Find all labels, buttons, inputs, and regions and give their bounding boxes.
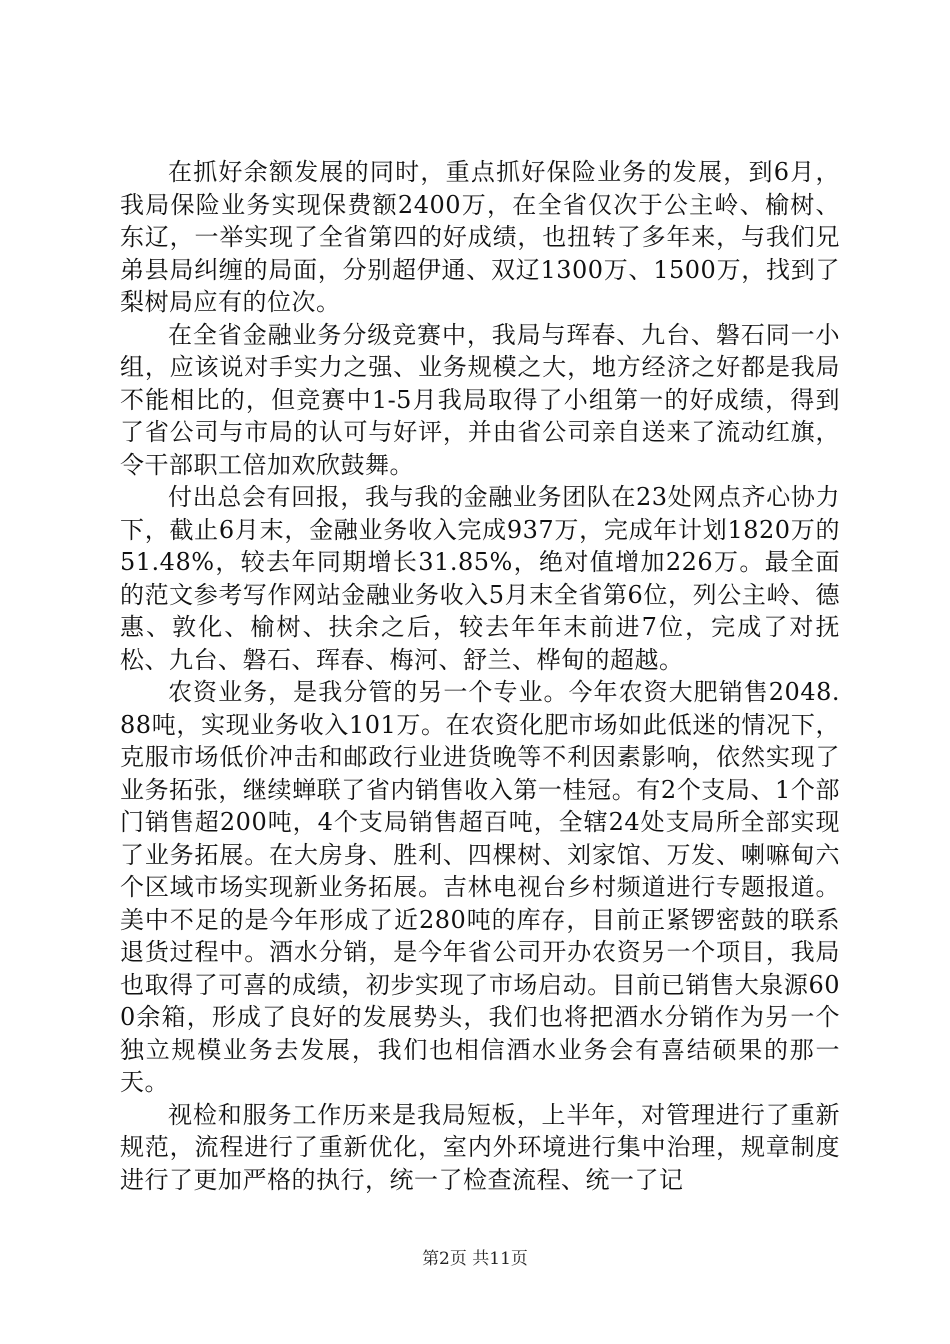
page-number-footer: 第2页 共11页 <box>422 1249 528 1269</box>
paragraph-insurance: 在抓好余额发展的同时，重点抓好保险业务的发展，到6月，我局保险业务实现保费额2400万，在全省仅次于公主岭、榆树、东辽，一举实现了全省第四的好成绩，也扭转了多年来，与我们兄弟县局纠缠的局面，分别超伊通、双辽1300万、1500万，找到了梨树局应有的位次。 <box>120 158 840 316</box>
paragraph-finance-income: 付出总会有回报，我与我的金融业务团队在23处网点齐心协力下，截止6月末，金融业务收入完成937万，完成年计划1820万的51.48%，较去年同期增长31.85%，绝对值增加226万。最全面的范文参考写作网站金融业务收入5月末全省第6位，列公主岭、德惠、敦化、榆树、扶余之后，较去年年末前进7位，完成了对抚松、九台、磐石、珲春、梅河、舒兰、桦甸的超越。 <box>120 483 840 674</box>
paragraph-agri-business: 农资业务，是我分管的另一个专业。今年农资大肥销售2048.88吨，实现业务收入101万。在农资化肥市场如此低迷的情况下，克服市场低价冲击和邮政行业进货晚等不利因素影响，依然实现了业务拓张，继续蝉联了省内销售收入第一桂冠。有2个支局、1个部门销售超200吨，4个支局销售超百吨，全辖24处支局所全部实现了业务拓展。在大房身、胜利、四棵树、刘家馆、万发、喇嘛甸六个区域市场实现新业务拓展。吉林电视台乡村频道进行专题报道。美中不足的是今年形成了近280吨的库存，目前正紧锣密鼓的联系退货过程中。酒水分销，是今年省公司开办农资另一个项目，我局也取得了可喜的成绩，初步实现了市场启动。目前已销售大泉源600余箱，形成了良好的发展势头，我们也将把酒水分销作为另一个独立规模业务去发展，我们也相信酒水业务会有喜结硕果的那一天。 <box>120 678 840 1096</box>
paragraph-inspection-service: 视检和服务工作历来是我局短板，上半年，对管理进行了重新规范，流程进行了重新优化，室内外环境进行集中治理，规章制度进行了更加严格的执行，统一了检查流程、统一了记 <box>120 1100 840 1194</box>
paragraph-competition: 在全省金融业务分级竞赛中，我局与珲春、九台、磐石同一小组，应该说对手实力之强、业务规模之大，地方经济之好都是我局不能相比的，但竞赛中1-5月我局取得了小组第一的好成绩，得到了省公司与市局的认可与好评，并由省公司亲自送来了流动红旗，令干部职工倍加欢欣鼓舞。 <box>120 320 840 479</box>
document-body <box>120 156 840 1196</box>
